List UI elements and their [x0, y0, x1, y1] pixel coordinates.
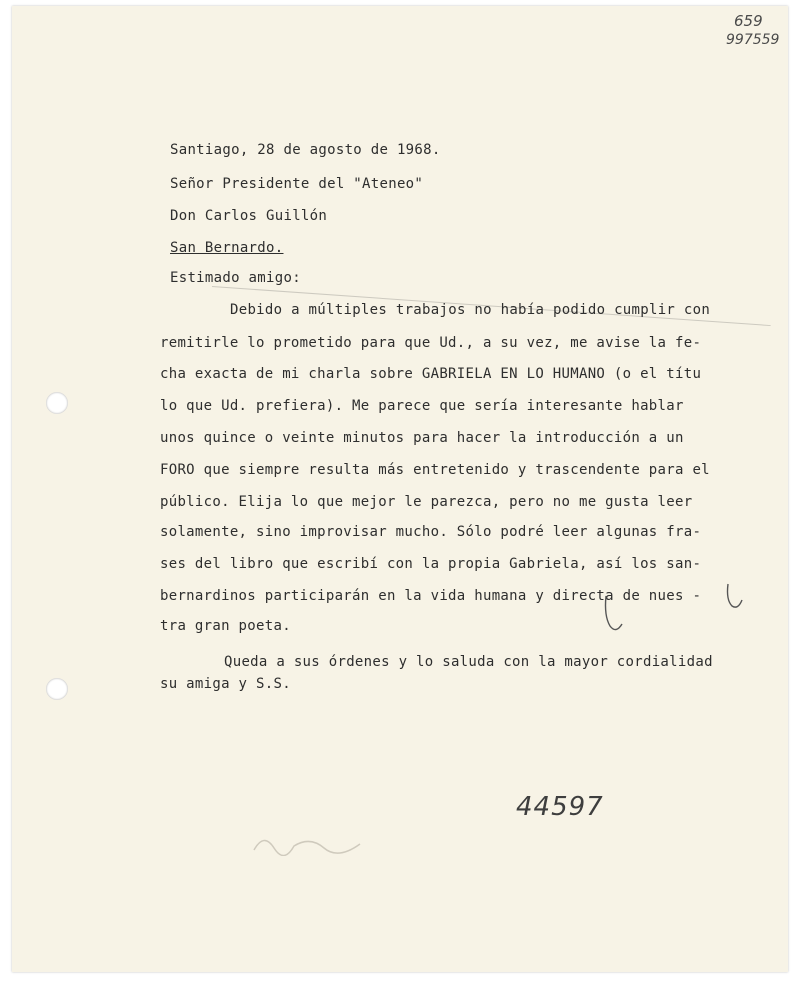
closing-line: Queda a sus órdenes y lo saluda con la mayor cordialidad	[224, 654, 713, 670]
handwritten-number: 44597	[516, 792, 604, 822]
body-line: FORO que siempre resulta más entretenido y trascendente para el	[160, 462, 710, 478]
handwritten-mark	[720, 578, 750, 618]
body-line: público. Elija lo que mejor le parezca, pero no me gusta leer	[160, 494, 693, 510]
body-line: solamente, sino improvisar mucho. Sólo podré leer algunas fra-	[160, 524, 702, 540]
salutation: Estimado amigo:	[170, 270, 301, 286]
body-line: remitirle lo prometido para que Ud., a su vez, me avise la fe-	[160, 335, 702, 351]
body-line: bernardinos participarán en la vida humana y directa de nues -	[160, 588, 702, 604]
letter-sheet	[12, 6, 788, 972]
body-line: ses del libro que escribí con la propia Gabriela, así los san-	[160, 556, 702, 572]
body-line: tra gran poeta.	[160, 618, 291, 634]
place-date: Santiago, 28 de agosto de 1968.	[170, 142, 441, 158]
handwritten-mark	[596, 590, 636, 640]
closing-line: su amiga y S.S.	[160, 676, 291, 692]
recipient-name: Don Carlos Guillón	[170, 208, 328, 224]
punch-hole	[46, 678, 68, 700]
punch-hole	[46, 392, 68, 414]
faint-signature-mark	[250, 826, 380, 856]
body-line: Debido a múltiples trabajos no había podido cumplir con	[230, 302, 711, 318]
recipient-title: Señor Presidente del "Ateneo"	[170, 176, 424, 192]
body-line: lo que Ud. prefiera). Me parece que sería interesante hablar	[160, 398, 684, 414]
recipient-city: San Bernardo.	[170, 240, 284, 256]
archive-ref-bottom: 997559	[726, 32, 780, 48]
archive-ref-top: 659	[734, 12, 763, 30]
body-line: cha exacta de mi charla sobre GABRIELA EN LO HUMANO (o el títu	[160, 366, 702, 382]
body-line: unos quince o veinte minutos para hacer la introducción a un	[160, 430, 684, 446]
